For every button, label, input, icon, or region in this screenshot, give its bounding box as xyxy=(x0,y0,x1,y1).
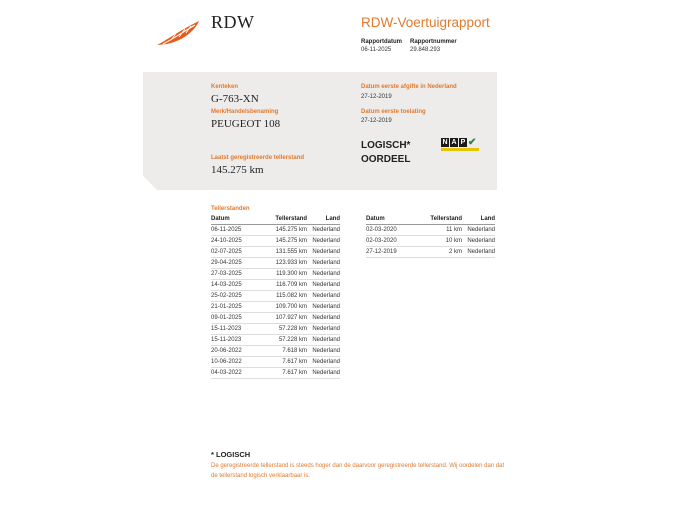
table-row xyxy=(211,291,340,302)
nap-bar xyxy=(441,148,479,151)
cell-tellerstand: 57.228 km xyxy=(259,324,307,335)
verdict xyxy=(361,139,410,167)
cell-tellerstand: 145.275 km xyxy=(259,225,307,236)
table-header-row xyxy=(211,214,340,225)
cell-land: Nederland xyxy=(307,368,340,379)
col-tellerstand: Tellerstand xyxy=(414,214,462,225)
cell-datum: 24-10-2025 xyxy=(211,236,259,247)
verdict-line2: OORDEEL xyxy=(361,154,411,165)
cell-land: Nederland xyxy=(307,324,340,335)
table-row xyxy=(211,357,340,368)
cell-tellerstand: 107.927 km xyxy=(259,313,307,324)
afgifte-value: 27-12-2019 xyxy=(361,94,392,100)
panel-corner xyxy=(143,176,157,190)
report-date xyxy=(361,39,402,53)
table-row xyxy=(366,247,495,258)
footnote-text: De geregistreerde tellerstand is steeds hoger dan de daarvoor geregistreerde tellerstand. Wij oordelen dan dat de tellerstand logisch verklaarbaar is. xyxy=(211,463,505,479)
cell-land: Nederland xyxy=(462,236,495,247)
table-row xyxy=(211,258,340,269)
cell-tellerstand: 57.228 km xyxy=(259,335,307,346)
check-icon: ✔ xyxy=(468,137,477,148)
table-header-row xyxy=(366,214,495,225)
cell-land: Nederland xyxy=(307,258,340,269)
cell-land: Nederland xyxy=(307,225,340,236)
report-number-label: Rapportnummer xyxy=(410,39,457,45)
table-row xyxy=(211,247,340,258)
nap-letter-p: P xyxy=(460,139,466,146)
nap-letter-n: N xyxy=(442,139,448,146)
kenteken-label: Kenteken xyxy=(211,84,239,90)
cell-datum: 25-02-2025 xyxy=(211,291,259,302)
toelating-label: Datum eerste toelating xyxy=(361,109,426,115)
col-datum: Datum xyxy=(366,214,414,225)
report-title: RDW-Voertuigrapport xyxy=(361,15,490,30)
cell-land: Nederland xyxy=(307,291,340,302)
cell-land: Nederland xyxy=(307,269,340,280)
cell-land: Nederland xyxy=(462,225,495,236)
cell-land: Nederland xyxy=(307,357,340,368)
cell-land: Nederland xyxy=(307,335,340,346)
brand-name: RDW xyxy=(211,12,255,32)
col-datum: Datum xyxy=(211,214,259,225)
cell-tellerstand: 2 km xyxy=(414,247,462,258)
cell-tellerstand: 116.709 km xyxy=(259,280,307,291)
cell-datum: 14-03-2025 xyxy=(211,280,259,291)
cell-datum: 04-03-2022 xyxy=(211,368,259,379)
toelating-value: 27-12-2019 xyxy=(361,118,392,124)
readings-title: Tellerstanden xyxy=(211,206,250,212)
readings-table-left xyxy=(211,214,340,379)
table-row xyxy=(211,269,340,280)
table-row xyxy=(211,236,340,247)
afgifte-label: Datum eerste afgifte in Nederland xyxy=(361,84,457,90)
merk-value: PEUGEOT 108 xyxy=(211,118,281,130)
table-row xyxy=(211,346,340,357)
cell-tellerstand: 119.300 km xyxy=(259,269,307,280)
table-row xyxy=(211,324,340,335)
cell-datum: 15-11-2023 xyxy=(211,335,259,346)
cell-datum: 29-04-2025 xyxy=(211,258,259,269)
table-row xyxy=(211,225,340,236)
nap-badge xyxy=(441,138,479,152)
cell-land: Nederland xyxy=(307,236,340,247)
cell-land: Nederland xyxy=(307,247,340,258)
cell-datum: 10-06-2022 xyxy=(211,357,259,368)
report-date-label: Rapportdatum xyxy=(361,39,402,45)
col-tellerstand: Tellerstand xyxy=(259,214,307,225)
table-row xyxy=(211,368,340,379)
nap-letter-a: A xyxy=(451,139,457,146)
cell-datum: 09-01-2025 xyxy=(211,313,259,324)
cell-datum: 21-01-2025 xyxy=(211,302,259,313)
cell-tellerstand: 11 km xyxy=(414,225,462,236)
cell-tellerstand: 131.555 km xyxy=(259,247,307,258)
cell-land: Nederland xyxy=(307,313,340,324)
report-number xyxy=(410,39,457,53)
cell-datum: 02-07-2025 xyxy=(211,247,259,258)
table-row xyxy=(211,302,340,313)
col-land: Land xyxy=(307,214,340,225)
cell-datum: 27-12-2019 xyxy=(366,247,414,258)
cell-tellerstand: 7.617 km xyxy=(259,357,307,368)
table-row xyxy=(211,335,340,346)
cell-datum: 02-03-2020 xyxy=(366,236,414,247)
table-row xyxy=(211,280,340,291)
readings-table-right xyxy=(366,214,495,258)
verdict-line1: LOGISCH* xyxy=(361,140,411,151)
table-row xyxy=(366,225,495,236)
report-number-value: 29.848.293 xyxy=(410,47,441,53)
cell-tellerstand: 123.933 km xyxy=(259,258,307,269)
tellerstand-value: 145.275 km xyxy=(211,164,264,176)
cell-datum: 27-03-2025 xyxy=(211,269,259,280)
table-row xyxy=(366,236,495,247)
cell-tellerstand: 10 km xyxy=(414,236,462,247)
cell-datum: 02-03-2020 xyxy=(366,225,414,236)
cell-tellerstand: 115.082 km xyxy=(259,291,307,302)
col-land: Land xyxy=(462,214,495,225)
rdw-logo-icon xyxy=(155,18,205,48)
cell-datum: 15-11-2023 xyxy=(211,324,259,335)
cell-land: Nederland xyxy=(307,302,340,313)
cell-land: Nederland xyxy=(307,280,340,291)
cell-tellerstand: 7.618 km xyxy=(259,346,307,357)
cell-tellerstand: 7.617 km xyxy=(259,368,307,379)
table-row xyxy=(211,313,340,324)
tellerstand-label: Laatst geregistreerde tellerstand xyxy=(211,155,305,161)
cell-datum: 06-11-2025 xyxy=(211,225,259,236)
merk-label: Merk/Handelsbenaming xyxy=(211,109,279,115)
cell-land: Nederland xyxy=(462,247,495,258)
cell-tellerstand: 109.700 km xyxy=(259,302,307,313)
cell-land: Nederland xyxy=(307,346,340,357)
cell-datum: 20-06-2022 xyxy=(211,346,259,357)
footnote-title: * LOGISCH xyxy=(211,450,251,459)
cell-tellerstand: 145.275 km xyxy=(259,236,307,247)
kenteken-value: G-763-XN xyxy=(211,93,259,105)
report-date-value: 06-11-2025 xyxy=(361,47,392,53)
